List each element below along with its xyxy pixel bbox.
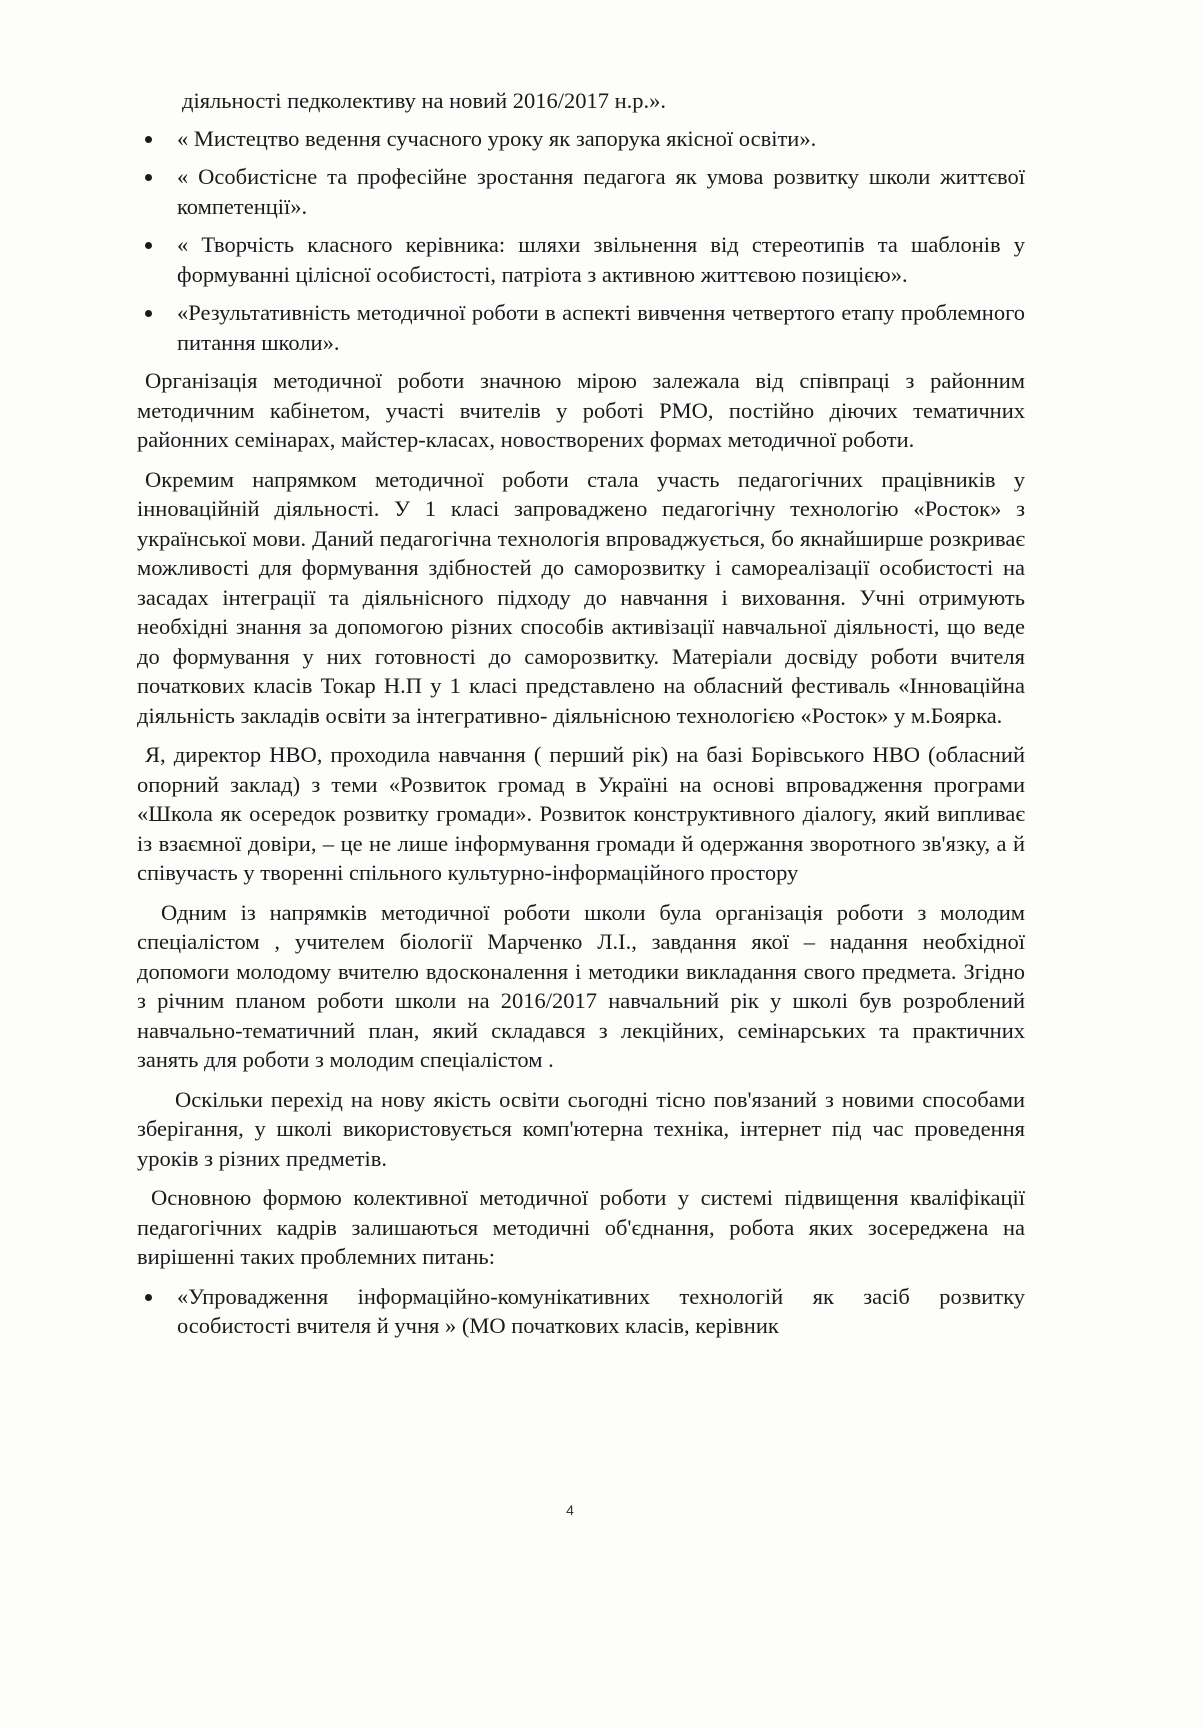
paragraph: Я, директор НВО, проходила навчання ( перший рік) на базі Борівського НВО (обласний опорний заклад) з теми «Розвиток громад в Україні на основі впровадження програми «Школа як осередок розвитку громади». Розвиток конструктивного діалогу, який випливає із взаємної довіри, – це не лише інформування громади й одержання зворотного зв'язку, а й співучасть у творенні спільного культурно-інформаційного простору	[137, 742, 1025, 885]
list-item: «Упровадження інформаційно-комунікативних технологій як засіб розвитку особистості вчителя й учня » (МО початкових класів, керівник	[0, 1282, 1025, 1341]
list-item: « Особистісне та професійне зростання педагога як умова розвитку школи життєвої компетенції».	[0, 162, 1025, 221]
paragraph: Оскільки перехід на нову якість освіти сьогодні тісно пов'язаний з новими способами зберігання, у школі використовується комп'ютерна техніка, інтернет під час проведення уроків з різних предметів.	[137, 1086, 1025, 1171]
problems-list	[0, 1282, 1092, 1341]
paragraph: Окремим напрямком методичної роботи стала участь педагогічних працівників у інноваційній діяльності. У 1 класі запроваджено педагогічну технологію «Росток» з української мови. Даний педагогічна технологія впроваджується, бо якнайширше розкриває можливості для формування здібностей до саморозвитку і самореалізації особистості на засадах інтеграції та діяльнісного підходу до навчання і виховання. Учні отримують необхідні знання за допомогою різних способів активізації навчальної діяльності, що веде до формування у них готовності до саморозвитку. Матеріали досвіду роботи вчителя початкових класів Токар Н.П у 1 класі представлено на обласний фестиваль «Інноваційна діяльність закладів освіти за інтегративно- діяльнісною технологією «Росток» у м.Боярка.	[137, 466, 1025, 728]
page-content	[0, 86, 1092, 1350]
paragraph: Організація методичної роботи значною мірою залежала від співпраці з районним методичним кабінетом, участі вчителів у роботі РМО, постійно діючих тематичних районних семінарах, майстер-класах, новостворених формах методичної роботи.	[137, 368, 1025, 452]
list-item: « Творчість класного керівника: шляхи звільнення від стереотипів та шаблонів у формуванні цілісної особистості, патріота з активною життєвою позицією».	[0, 230, 1025, 289]
page-number: 4	[566, 1502, 574, 1518]
continuation-line: діяльності педколективу на новий 2016/2017 н.р.».	[182, 88, 667, 113]
paragraph: Одним із напрямків методичної роботи школи була організація роботи з молодим спеціалістом , учителем біології Марченко Л.І., завдання якої – надання необхідної допомоги молодому вчителю вдосконалення і методики викладання свого предмета. Згідно з річним планом роботи школи на 2016/2017 навчальний рік у школі був розроблений навчально-тематичний план, який складався з лекційних, семінарських та практичних занять для роботи з молодим спеціалістом .	[137, 899, 1025, 1072]
paragraph: Основною формою колективної методичної роботи у системі підвищення кваліфікації педагогічних кадрів залишаються методичні об'єднання, робота яких зосереджена на вирішенні таких проблемних питань:	[137, 1185, 1025, 1269]
topics-list	[0, 124, 1092, 358]
list-item: «Результативність методичної роботи в аспекті вивчення четвертого етапу проблемного питання школи».	[0, 298, 1025, 357]
list-item: « Мистецтво ведення сучасного уроку як запорука якісної освіти».	[0, 124, 1025, 154]
